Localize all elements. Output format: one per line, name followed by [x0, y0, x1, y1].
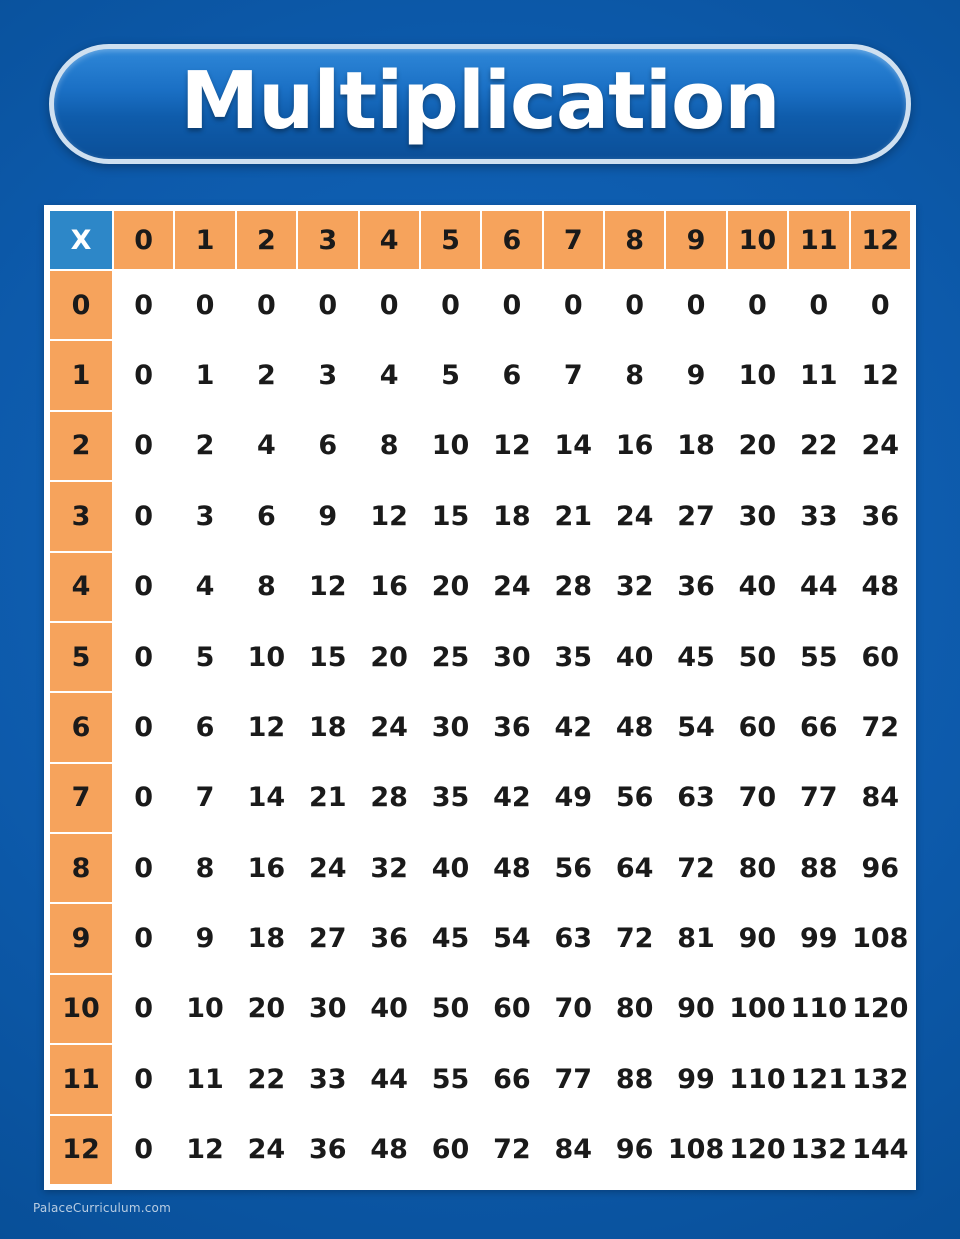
product-cell: 33 [298, 1045, 357, 1113]
product-cell: 8 [605, 341, 664, 409]
product-cell: 56 [605, 764, 664, 832]
table-row [50, 834, 910, 902]
product-cell: 0 [114, 482, 173, 550]
product-cell: 3 [175, 482, 234, 550]
product-cell: 11 [789, 341, 848, 409]
product-cell: 0 [789, 271, 848, 339]
product-cell: 8 [360, 412, 419, 480]
column-header-cell: 1 [175, 211, 234, 269]
row-header-cell: 3 [50, 482, 112, 550]
product-cell: 0 [421, 271, 480, 339]
product-cell: 30 [482, 623, 541, 691]
product-cell: 48 [482, 834, 541, 902]
product-cell: 27 [298, 904, 357, 972]
product-cell: 0 [360, 271, 419, 339]
product-cell: 6 [237, 482, 296, 550]
table-row [50, 764, 910, 832]
product-cell: 40 [421, 834, 480, 902]
column-header-cell: 5 [421, 211, 480, 269]
product-cell: 63 [544, 904, 603, 972]
multiplication-table [48, 209, 912, 1186]
product-cell: 0 [114, 1045, 173, 1113]
product-cell: 4 [360, 341, 419, 409]
table-row [50, 1045, 910, 1113]
product-cell: 4 [175, 553, 234, 621]
product-cell: 5 [421, 341, 480, 409]
product-cell: 10 [237, 623, 296, 691]
product-cell: 36 [666, 553, 725, 621]
product-cell: 60 [482, 975, 541, 1043]
product-cell: 55 [421, 1045, 480, 1113]
product-cell: 60 [851, 623, 911, 691]
product-cell: 90 [728, 904, 787, 972]
column-header-cell: 10 [728, 211, 787, 269]
column-header-cell: 4 [360, 211, 419, 269]
product-cell: 0 [237, 271, 296, 339]
table-row [50, 412, 910, 480]
product-cell: 0 [482, 271, 541, 339]
product-cell: 24 [851, 412, 911, 480]
row-header-cell: 11 [50, 1045, 112, 1113]
row-header-cell: 1 [50, 341, 112, 409]
table-row [50, 271, 910, 339]
product-cell: 66 [482, 1045, 541, 1113]
column-header-cell: 0 [114, 211, 173, 269]
product-cell: 77 [789, 764, 848, 832]
product-cell: 0 [114, 693, 173, 761]
product-cell: 60 [421, 1116, 480, 1185]
column-header-cell: 8 [605, 211, 664, 269]
product-cell: 24 [482, 553, 541, 621]
product-cell: 0 [114, 764, 173, 832]
product-cell: 30 [298, 975, 357, 1043]
product-cell: 0 [114, 904, 173, 972]
product-cell: 22 [789, 412, 848, 480]
product-cell: 0 [114, 553, 173, 621]
product-cell: 56 [544, 834, 603, 902]
product-cell: 48 [360, 1116, 419, 1185]
product-cell: 77 [544, 1045, 603, 1113]
product-cell: 10 [175, 975, 234, 1043]
product-cell: 32 [360, 834, 419, 902]
title-banner [49, 44, 911, 164]
product-cell: 40 [360, 975, 419, 1043]
column-header-cell: 2 [237, 211, 296, 269]
product-cell: 90 [666, 975, 725, 1043]
product-cell: 36 [360, 904, 419, 972]
product-cell: 99 [666, 1045, 725, 1113]
product-cell: 7 [544, 341, 603, 409]
row-header-cell: 9 [50, 904, 112, 972]
product-cell: 12 [360, 482, 419, 550]
product-cell: 72 [666, 834, 725, 902]
product-cell: 35 [421, 764, 480, 832]
column-header-cell: 3 [298, 211, 357, 269]
title-banner-inner [49, 44, 911, 164]
product-cell: 110 [789, 975, 848, 1043]
product-cell: 0 [544, 271, 603, 339]
product-cell: 108 [666, 1116, 725, 1185]
product-cell: 25 [421, 623, 480, 691]
product-cell: 22 [237, 1045, 296, 1113]
product-cell: 6 [298, 412, 357, 480]
product-cell: 2 [237, 341, 296, 409]
product-cell: 8 [237, 553, 296, 621]
product-cell: 0 [298, 271, 357, 339]
row-header-cell: 5 [50, 623, 112, 691]
product-cell: 99 [789, 904, 848, 972]
table-row [50, 693, 910, 761]
product-cell: 96 [851, 834, 911, 902]
product-cell: 21 [544, 482, 603, 550]
product-cell: 72 [482, 1116, 541, 1185]
product-cell: 40 [728, 553, 787, 621]
product-cell: 80 [605, 975, 664, 1043]
product-cell: 27 [666, 482, 725, 550]
product-cell: 36 [482, 693, 541, 761]
product-cell: 24 [605, 482, 664, 550]
product-cell: 44 [360, 1045, 419, 1113]
product-cell: 36 [851, 482, 911, 550]
product-cell: 3 [298, 341, 357, 409]
product-cell: 0 [605, 271, 664, 339]
product-cell: 15 [421, 482, 480, 550]
product-cell: 72 [605, 904, 664, 972]
product-cell: 8 [175, 834, 234, 902]
product-cell: 40 [605, 623, 664, 691]
product-cell: 121 [789, 1045, 848, 1113]
product-cell: 44 [789, 553, 848, 621]
product-cell: 120 [851, 975, 911, 1043]
product-cell: 12 [851, 341, 911, 409]
product-cell: 0 [114, 975, 173, 1043]
product-cell: 0 [851, 271, 911, 339]
product-cell: 132 [789, 1116, 848, 1185]
row-header-cell: 6 [50, 693, 112, 761]
product-cell: 12 [175, 1116, 234, 1185]
product-cell: 5 [175, 623, 234, 691]
product-cell: 18 [237, 904, 296, 972]
row-header-cell: 10 [50, 975, 112, 1043]
table-row [50, 904, 910, 972]
product-cell: 12 [237, 693, 296, 761]
product-cell: 50 [421, 975, 480, 1043]
row-header-cell: 4 [50, 553, 112, 621]
product-cell: 30 [728, 482, 787, 550]
column-header-cell: 12 [851, 211, 911, 269]
product-cell: 54 [482, 904, 541, 972]
product-cell: 14 [544, 412, 603, 480]
product-cell: 88 [789, 834, 848, 902]
product-cell: 48 [605, 693, 664, 761]
product-cell: 30 [421, 693, 480, 761]
product-cell: 55 [789, 623, 848, 691]
product-cell: 108 [851, 904, 911, 972]
product-cell: 60 [728, 693, 787, 761]
footer-credit: PalaceCurriculum.com [33, 1201, 171, 1215]
product-cell: 16 [237, 834, 296, 902]
product-cell: 18 [666, 412, 725, 480]
product-cell: 70 [544, 975, 603, 1043]
product-cell: 72 [851, 693, 911, 761]
product-cell: 0 [114, 834, 173, 902]
product-cell: 18 [482, 482, 541, 550]
product-cell: 20 [421, 553, 480, 621]
product-cell: 28 [544, 553, 603, 621]
multiplication-table-frame [44, 205, 916, 1190]
product-cell: 63 [666, 764, 725, 832]
product-cell: 45 [666, 623, 725, 691]
product-cell: 70 [728, 764, 787, 832]
table-row [50, 975, 910, 1043]
product-cell: 9 [666, 341, 725, 409]
product-cell: 4 [237, 412, 296, 480]
product-cell: 2 [175, 412, 234, 480]
product-cell: 54 [666, 693, 725, 761]
product-cell: 49 [544, 764, 603, 832]
product-cell: 64 [605, 834, 664, 902]
product-cell: 84 [851, 764, 911, 832]
product-cell: 16 [360, 553, 419, 621]
product-cell: 144 [851, 1116, 911, 1185]
product-cell: 24 [298, 834, 357, 902]
product-cell: 0 [666, 271, 725, 339]
product-cell: 110 [728, 1045, 787, 1113]
product-cell: 33 [789, 482, 848, 550]
product-cell: 14 [237, 764, 296, 832]
product-cell: 16 [605, 412, 664, 480]
product-cell: 28 [360, 764, 419, 832]
table-row [50, 482, 910, 550]
product-cell: 12 [482, 412, 541, 480]
product-cell: 18 [298, 693, 357, 761]
table-row [50, 623, 910, 691]
page-title: Multiplication [180, 54, 780, 147]
table-row [50, 553, 910, 621]
product-cell: 0 [728, 271, 787, 339]
product-cell: 1 [175, 341, 234, 409]
row-header-cell: 2 [50, 412, 112, 480]
product-cell: 6 [482, 341, 541, 409]
product-cell: 84 [544, 1116, 603, 1185]
product-cell: 24 [237, 1116, 296, 1185]
product-cell: 42 [482, 764, 541, 832]
product-cell: 0 [114, 412, 173, 480]
product-cell: 21 [298, 764, 357, 832]
product-cell: 24 [360, 693, 419, 761]
product-cell: 45 [421, 904, 480, 972]
product-cell: 15 [298, 623, 357, 691]
product-cell: 100 [728, 975, 787, 1043]
row-header-cell: 7 [50, 764, 112, 832]
table-row [50, 341, 910, 409]
product-cell: 20 [237, 975, 296, 1043]
product-cell: 32 [605, 553, 664, 621]
product-cell: 120 [728, 1116, 787, 1185]
column-header-cell: 6 [482, 211, 541, 269]
product-cell: 88 [605, 1045, 664, 1113]
product-cell: 6 [175, 693, 234, 761]
column-header-cell: 7 [544, 211, 603, 269]
table-corner-cell: X [50, 211, 112, 269]
product-cell: 20 [728, 412, 787, 480]
multiplication-table-body [50, 211, 910, 1184]
product-cell: 7 [175, 764, 234, 832]
product-cell: 48 [851, 553, 911, 621]
product-cell: 0 [114, 271, 173, 339]
product-cell: 50 [728, 623, 787, 691]
product-cell: 132 [851, 1045, 911, 1113]
product-cell: 66 [789, 693, 848, 761]
product-cell: 0 [114, 1116, 173, 1185]
product-cell: 80 [728, 834, 787, 902]
product-cell: 0 [114, 341, 173, 409]
product-cell: 35 [544, 623, 603, 691]
product-cell: 11 [175, 1045, 234, 1113]
column-header-cell: 11 [789, 211, 848, 269]
row-header-cell: 8 [50, 834, 112, 902]
product-cell: 42 [544, 693, 603, 761]
product-cell: 96 [605, 1116, 664, 1185]
product-cell: 0 [175, 271, 234, 339]
row-header-cell: 12 [50, 1116, 112, 1185]
product-cell: 20 [360, 623, 419, 691]
product-cell: 81 [666, 904, 725, 972]
product-cell: 0 [114, 623, 173, 691]
table-row [50, 1116, 910, 1185]
product-cell: 9 [298, 482, 357, 550]
product-cell: 10 [728, 341, 787, 409]
row-header-cell: 0 [50, 271, 112, 339]
table-header-row [50, 211, 910, 269]
product-cell: 36 [298, 1116, 357, 1185]
product-cell: 9 [175, 904, 234, 972]
column-header-cell: 9 [666, 211, 725, 269]
product-cell: 12 [298, 553, 357, 621]
product-cell: 10 [421, 412, 480, 480]
